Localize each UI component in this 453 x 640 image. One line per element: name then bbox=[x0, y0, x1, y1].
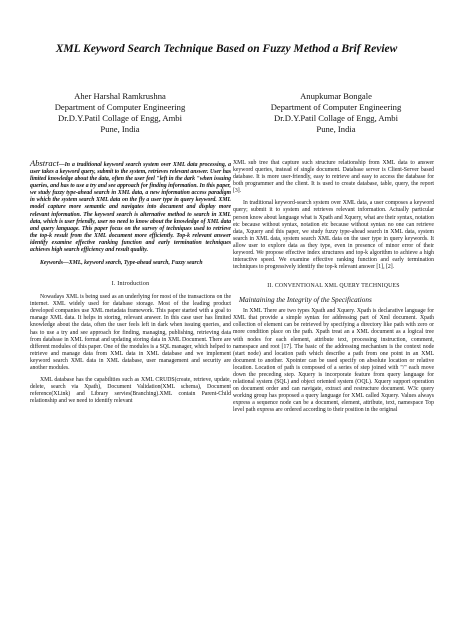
author-block-1 bbox=[20, 91, 220, 135]
author-city: Pune, India bbox=[316, 124, 356, 134]
left-column bbox=[30, 160, 231, 410]
abstract-lead: Abstract bbox=[30, 158, 59, 168]
intro-continued-paragraph: XML sub tree that capture such structure relationship from XML data to answer keyword queries, instead of single document. Database server is Client-Server based database. It is more user-friendly, easy to retrieve and easy to access the database for both programmer and the client. It is used to create database, table, query, the report [3]. bbox=[233, 160, 434, 195]
abstract-text: —In a traditional keyword search system over XML data processing, a user takes a keyword query, submit to the system, retrieves relevant answer. User has limited knowledge about the data, often the user feel "left in the dark "when issuing queries, and has to use a try and see approach for finding information. In this paper, we study fuzzy type-ahead search in XML data, a new information access paradigm in which the system search XML data on the fly a user type in query keyword. XML model capture more semantic and navigates into document and display more relevant information. The keyword search is alternative method to search in XML data, which is user friendly, user no need to know about the knowledge of XML data and query language. This paper focus on the survey of techniques used to retrieve the top-k result from the XML document more efficiently. Top-k relevant answer identify examine effective ranking function and early termination techniques achieves high search efficiency and result quality. bbox=[30, 162, 231, 253]
section-heading-introduction: I. Introduction bbox=[111, 281, 150, 288]
section2-paragraph: In XML There are two types Xpath and Xquery. Xpath is declarative language for XML that provide a simple syntax for addressing part of Xml document. Xpath collection of element can be retrieved by specifying a directory like path with zero or more condition place on the path. Xpath treat an a XML document as a logical tree with nodes for each element, attribute text, processing instruction, comment, namespace and root [17]. The basic of the addressing mechanism is the context node (start node) and location path which describe a path from one point in an XML document to another. Xpointer can be used specify on absolute location or relative location. Location of path is composed of a series of step joined with "/" each move down the preceding step. Xquery is incorporate feature from query language for relational system (SQL) and object oriented system (OQL). Xquery support operation on document order and can navigate, extract and restructure document. W3c query working group has proposed a query language for XML called Xquery. Values always express a sequence node can be a document, element, attribute, text, namespace Top level path express are ordered according to their position in the original bbox=[233, 308, 434, 414]
section-heading-conventional: II. CONVENTIONAL XML QUERY TECHNIQUES bbox=[267, 283, 400, 290]
author-college: Dr.D.Y.Patil Collage of Engg, Ambi bbox=[274, 113, 398, 123]
author-name: Anupkumar Bongale bbox=[300, 91, 372, 101]
author-city: Pune, India bbox=[100, 124, 140, 134]
author-name: Aher Harshal Ramkrushna bbox=[74, 91, 166, 101]
author-department: Department of Computer Engineering bbox=[270, 102, 402, 112]
author-college: Dr.D.Y.Patil Collage of Engg, Ambi bbox=[58, 113, 182, 123]
abstract bbox=[30, 160, 231, 254]
intro-paragraph-1: Nowadays XML is being used as an underlying for most of the transactions on the internet. XML widely used for database storage. Most of the leading product developed companies use XML metadata framework. This paper started with a goal to manage XML data. It helps in storing, relevant answer. In this case user has limited knowledge about the data, often the user feels left in dark when issuing queries, and has to use a try and see approach for finding, managing, publishing, retrieving data from database in XML format and updating storing data in XML Document. There are different modules of this paper. One of the modules is a SQL manager, which helped to retrieve and manage data from XML data in XML database and we implement keyword search XML data in XML database, user management and security are another modules. bbox=[30, 294, 231, 371]
intro-paragraph-2: XML database has the capabilities such as XML CRUDS(create, retrieve, update, delete, search via Xpath), Document Validation(XML schema), Document reference(XLink) and Library servies(Branching).XML contain Parent-Child relationship and we need to identify relevant bbox=[30, 377, 231, 405]
right-column bbox=[233, 160, 434, 419]
author-block-2 bbox=[236, 91, 436, 135]
subsection-heading: Maintaining the Integrity of the Specifications bbox=[239, 296, 372, 305]
intro-paragraph-3: In traditional keyword-search system over XML data, a user composes a keyword query; submit it to system and retrieves relevant information. Actually particular person know about language what is Xpath and Xquery, what are their syntax, notation etc because without syntax, notation etc because without syntax no one can retrieve data, Xquery and this paper, we study fuzzy type-ahead search in XML data, system search in XML data, system search XML data on the user type in query keywords. It allow user to explore data as they type, even in presence of minor error of their keyword. We propose effective index structures and top-k algorithm to achieve a high interactive speed. We examine effective ranking function and early termination techniques to progressively identify the top-k relevant answer [1], [2]. bbox=[233, 200, 434, 271]
keywords: Keywords—XML, keyword search, Type-ahead search, Fuzzy search bbox=[40, 260, 203, 267]
paper-title: XML Keyword Search Technique Based on Fuzzy Method a Brif Review bbox=[55, 43, 398, 55]
author-department: Department of Computer Engineering bbox=[54, 102, 186, 112]
